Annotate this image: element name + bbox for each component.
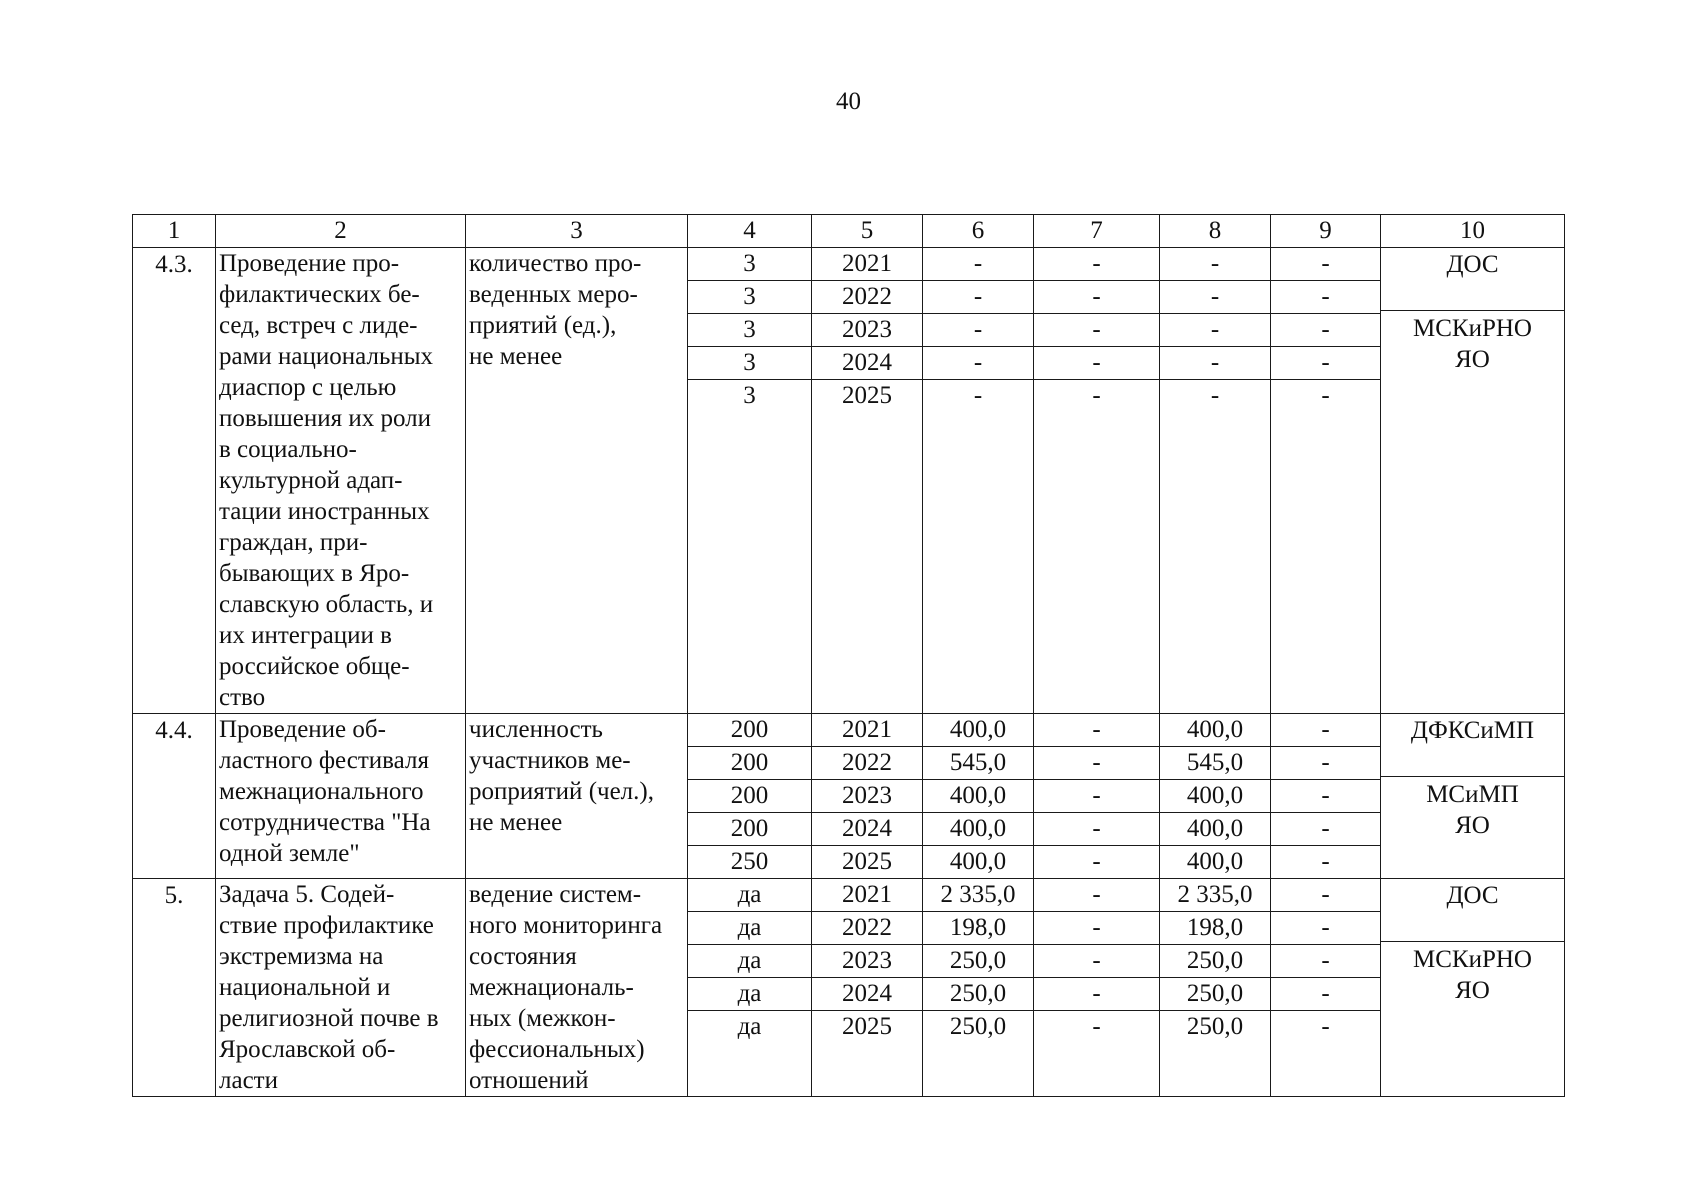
value-cell: да: [688, 978, 811, 1011]
value-cell: 545,0: [923, 747, 1033, 780]
row-number: 4.3.: [133, 248, 216, 714]
value-column-c7: [1034, 714, 1160, 879]
value-cell: -: [1034, 945, 1159, 978]
description-line: тации иностранных: [219, 498, 430, 525]
value-column-c7: [1034, 879, 1160, 1097]
indicator-line: ного мониторинга: [469, 912, 663, 939]
indicator-line: ведение систем-: [469, 881, 642, 908]
executor-line: ЯО: [1455, 812, 1490, 839]
value-column-c4: [688, 248, 812, 714]
value-stack: [688, 248, 811, 412]
value-cell: 200: [688, 813, 811, 846]
description-line: диаспор с целью: [219, 374, 397, 401]
value-cell: 3: [688, 347, 811, 380]
indicator-line: численность: [469, 716, 603, 743]
row-description: [216, 879, 466, 1097]
value-stack: [1271, 879, 1380, 1043]
column-header: 6: [923, 215, 1034, 248]
description-line: ластного фестиваля: [219, 747, 429, 774]
description-line: ство: [219, 684, 266, 711]
value-stack: [1160, 714, 1270, 878]
value-cell: -: [1271, 281, 1380, 314]
description-line: Проведение об-: [219, 716, 386, 743]
description-line: одной земле": [219, 840, 360, 867]
value-cell: -: [1321, 382, 1330, 409]
value-cell: -: [923, 281, 1033, 314]
value-cell: -: [1321, 1013, 1330, 1040]
executor-primary: ДОС: [1446, 251, 1499, 278]
value-cell: -: [1034, 978, 1159, 1011]
value-column-c4: [688, 714, 812, 879]
row-indicator: [466, 714, 688, 879]
value-cell: -: [1271, 945, 1380, 978]
executor-line: ЯО: [1455, 977, 1490, 1004]
value-cell: -: [1271, 978, 1380, 1011]
value-stack: [1271, 248, 1380, 412]
value-cell: -: [1210, 382, 1220, 409]
value-cell: 198,0: [923, 912, 1033, 945]
value-cell: -: [1034, 314, 1159, 347]
value-cell: -: [1160, 281, 1270, 314]
column-header: 7: [1034, 215, 1160, 248]
value-cell: -: [1271, 347, 1380, 380]
description-line: экстремизма на: [219, 943, 384, 970]
value-cell: 2 335,0: [923, 879, 1033, 912]
value-column-c9: [1271, 714, 1381, 879]
value-cell: 198,0: [1160, 912, 1270, 945]
column-header: 8: [1160, 215, 1271, 248]
value-cell: 2022: [812, 912, 922, 945]
description-line: ствие профилактике: [219, 912, 434, 939]
value-cell: 2025: [842, 848, 892, 875]
value-column-c5: [812, 714, 923, 879]
value-column-c6: [923, 879, 1034, 1097]
column-header: 5: [812, 215, 923, 248]
value-cell: -: [1034, 747, 1159, 780]
value-stack: [1034, 714, 1159, 878]
value-cell: 2024: [812, 347, 922, 380]
value-column-c8: [1160, 714, 1271, 879]
value-cell: -: [1034, 879, 1159, 912]
indicator-line: не менее: [469, 809, 563, 836]
indicator-line: участников ме-: [469, 747, 631, 774]
row-indicator: [466, 248, 688, 714]
description-line: культурной адап-: [219, 467, 403, 494]
value-cell: 400,0: [1186, 848, 1244, 875]
value-cell: 200: [688, 714, 811, 747]
executor-secondary: [1384, 942, 1561, 1006]
value-cell: 2021: [812, 714, 922, 747]
value-cell: 250,0: [923, 978, 1033, 1011]
value-stack: [1160, 879, 1270, 1043]
executor-line: МСКиРНО: [1413, 946, 1532, 973]
page-number: 40: [836, 88, 861, 115]
description-line: сотрудничества "На: [219, 809, 431, 836]
description-line: сед, встреч с лиде-: [219, 312, 418, 339]
value-cell: 2025: [842, 382, 892, 409]
value-cell: -: [923, 248, 1033, 281]
value-stack: [923, 879, 1033, 1043]
row-description: [216, 248, 466, 714]
description-line: рами национальных: [219, 343, 434, 370]
value-column-c8: [1160, 248, 1271, 714]
value-cell: -: [1092, 382, 1101, 409]
value-cell: -: [1034, 813, 1159, 846]
description-line: национальной и: [219, 974, 391, 1001]
value-cell: 250,0: [1160, 978, 1270, 1011]
executor-secondary: [1384, 777, 1561, 841]
row-number: 5.: [133, 879, 216, 1097]
value-cell: -: [1034, 347, 1159, 380]
value-cell: 400,0: [923, 780, 1033, 813]
value-cell: -: [1034, 248, 1159, 281]
description-line: их интеграции в: [219, 622, 392, 649]
value-cell: 545,0: [1160, 747, 1270, 780]
program-table: [132, 214, 1565, 1097]
indicator-line: отношений: [469, 1067, 589, 1094]
value-column-c5: [812, 248, 923, 714]
value-cell: -: [1271, 314, 1380, 347]
value-cell: -: [973, 382, 983, 409]
value-cell: да: [688, 945, 811, 978]
column-header: 1: [133, 215, 216, 248]
value-cell: 250,0: [949, 1013, 1007, 1040]
row-executors: [1381, 248, 1565, 714]
value-cell: -: [1034, 281, 1159, 314]
value-cell: -: [1160, 347, 1270, 380]
value-stack: [1034, 248, 1159, 412]
value-column-c9: [1271, 879, 1381, 1097]
executor-line: МСКиРНО: [1413, 315, 1532, 342]
value-cell: 250,0: [1160, 945, 1270, 978]
column-header: 3: [466, 215, 688, 248]
value-cell: 3: [688, 314, 811, 347]
column-header: 9: [1271, 215, 1381, 248]
value-cell: -: [1092, 1013, 1101, 1040]
indicator-line: ных (межкон-: [469, 1005, 616, 1032]
value-cell: 400,0: [1160, 813, 1270, 846]
indicator-line: веденных меро-: [469, 281, 638, 308]
row-description: [216, 714, 466, 879]
description-line: граждан, при-: [219, 529, 368, 556]
value-cell: -: [1271, 780, 1380, 813]
value-cell: 2022: [812, 747, 922, 780]
value-cell: 250,0: [923, 945, 1033, 978]
indicator-line: приятий (ед.),: [469, 312, 617, 339]
value-stack: [1271, 714, 1380, 878]
description-line: бывающих в Яро-: [219, 560, 410, 587]
value-cell: 2024: [812, 978, 922, 1011]
value-cell: -: [1271, 747, 1380, 780]
description-line: филактических бе-: [219, 281, 420, 308]
column-header: 4: [688, 215, 812, 248]
row-executors: [1381, 879, 1565, 1097]
value-cell: 2023: [812, 780, 922, 813]
value-stack: [1034, 879, 1159, 1043]
value-cell: да: [688, 879, 811, 912]
column-number-row: [133, 215, 1565, 248]
value-column-c6: [923, 248, 1034, 714]
value-stack: [923, 248, 1033, 412]
value-cell: -: [1271, 714, 1380, 747]
value-cell: 2024: [812, 813, 922, 846]
value-cell: -: [923, 314, 1033, 347]
value-stack: [688, 879, 811, 1043]
description-line: религиозной почве в: [219, 1005, 439, 1032]
value-cell: 3: [688, 248, 811, 281]
value-cell: 2023: [812, 945, 922, 978]
value-cell: -: [1321, 848, 1330, 875]
executor-primary: ДОС: [1446, 882, 1499, 909]
executor-line: МСиМП: [1426, 781, 1519, 808]
value-cell: 2022: [812, 281, 922, 314]
value-stack: [1160, 248, 1270, 412]
value-column-c7: [1034, 248, 1160, 714]
executor-secondary: [1384, 311, 1561, 375]
description-line: в социально-: [219, 436, 357, 463]
value-cell: 2021: [812, 248, 922, 281]
value-cell: -: [1034, 714, 1159, 747]
table-row: [133, 248, 1565, 714]
value-stack: [923, 714, 1033, 878]
value-stack: [812, 879, 922, 1043]
value-cell: 200: [688, 780, 811, 813]
value-cell: 250,0: [1186, 1013, 1244, 1040]
value-stack: [812, 714, 922, 878]
value-cell: 3: [743, 382, 756, 409]
description-line: повышения их роли: [219, 405, 431, 432]
description-line: межнационального: [219, 778, 424, 805]
row-indicator: [466, 879, 688, 1097]
value-cell: -: [1160, 314, 1270, 347]
value-cell: -: [1271, 879, 1380, 912]
value-cell: да: [688, 912, 811, 945]
description-line: славскую область, и: [219, 591, 434, 618]
table-row: [133, 714, 1565, 879]
description-line: Задача 5. Содей-: [219, 881, 395, 908]
indicator-line: фессиональных): [469, 1036, 645, 1063]
value-cell: 400,0: [923, 714, 1033, 747]
value-cell: 2023: [812, 314, 922, 347]
value-cell: 2 335,0: [1160, 879, 1270, 912]
value-cell: 400,0: [949, 848, 1007, 875]
description-line: российское обще-: [219, 653, 410, 680]
value-stack: [812, 248, 922, 412]
value-column-c5: [812, 879, 923, 1097]
value-column-c9: [1271, 248, 1381, 714]
value-cell: -: [1271, 912, 1380, 945]
indicator-line: состояния: [469, 943, 577, 970]
value-column-c6: [923, 714, 1034, 879]
indicator-line: количество про-: [469, 250, 642, 277]
value-cell: 2021: [812, 879, 922, 912]
value-column-c8: [1160, 879, 1271, 1097]
value-cell: -: [1271, 813, 1380, 846]
value-column-c4: [688, 879, 812, 1097]
row-executors: [1381, 714, 1565, 879]
value-cell: -: [1034, 912, 1159, 945]
indicator-line: межнациональ-: [469, 974, 634, 1001]
executor-line: ЯО: [1455, 346, 1490, 373]
value-cell: 2025: [842, 1013, 892, 1040]
value-cell: 400,0: [923, 813, 1033, 846]
value-cell: -: [1092, 848, 1101, 875]
description-line: Проведение про-: [219, 250, 400, 277]
executor-primary: ДФКСиМП: [1410, 717, 1535, 744]
value-cell: 3: [688, 281, 811, 314]
table-body: [133, 248, 1565, 1097]
value-cell: 250: [730, 848, 769, 875]
value-stack: [688, 714, 811, 878]
description-line: Ярославской об-: [219, 1036, 396, 1063]
value-cell: -: [923, 347, 1033, 380]
column-header: 10: [1381, 215, 1565, 248]
column-header: 2: [216, 215, 466, 248]
description-line: ласти: [219, 1067, 278, 1094]
value-cell: 400,0: [1160, 714, 1270, 747]
indicator-line: роприятий (чел.),: [469, 778, 654, 805]
value-cell: 400,0: [1160, 780, 1270, 813]
table-row: [133, 879, 1565, 1097]
row-number: 4.4.: [133, 714, 216, 879]
indicator-line: не менее: [469, 343, 563, 370]
value-cell: -: [1271, 248, 1380, 281]
value-cell: -: [1160, 248, 1270, 281]
value-cell: 200: [688, 747, 811, 780]
value-cell: да: [737, 1013, 762, 1040]
value-cell: -: [1034, 780, 1159, 813]
